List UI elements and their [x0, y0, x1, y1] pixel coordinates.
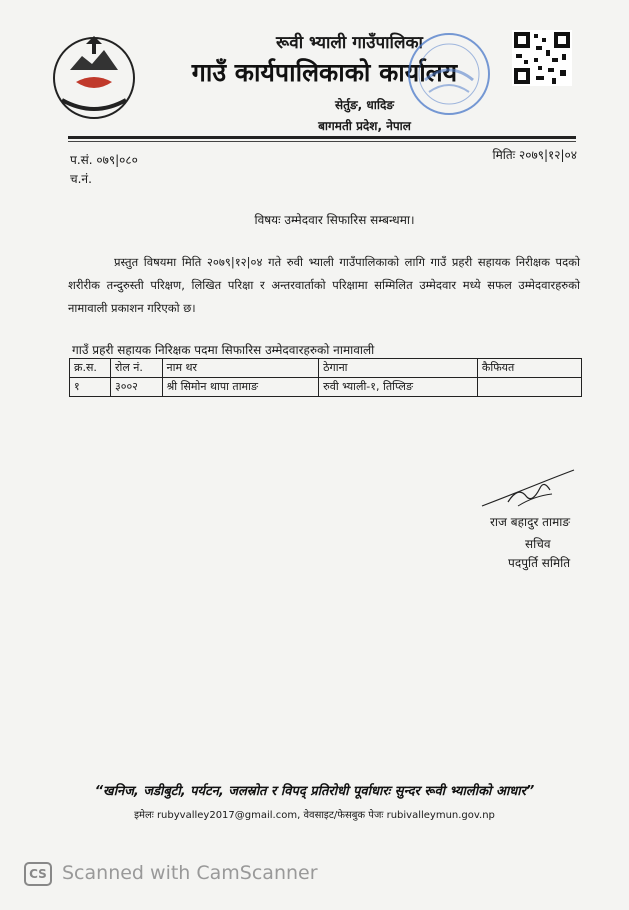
signatory-title: सचिव — [525, 537, 551, 551]
table-title: गाउँ प्रहरी सहायक निरिक्षक पदमा सिफारिस उम्मेदवारहरुको नामावाली — [72, 343, 375, 357]
province-name: बागमती प्रदेश, नेपाल — [318, 119, 411, 133]
table-header-row — [70, 359, 582, 378]
header-address: ठेगाना — [319, 359, 478, 378]
dispatch-number: च.नं. — [70, 172, 92, 186]
camscanner-watermark: Scanned with CamScanner — [62, 862, 318, 884]
header-serial: क्र.स. — [70, 359, 111, 378]
municipality-name: रूवी भ्याली गाउँपालिका — [276, 33, 423, 53]
body-paragraph: प्रस्तुत विषयमा मिति २०७९|१२|०४ गते रुवी भ्याली गाउँपालिकाको लागि गाउँ प्रहरी सहायक निरीक्षक पदको शरीरीक तन्दुरुस्ती परिक्षण, लिखित परिक्षा र अन्तरवार्ताको परिक्षामा सम्मिलित उम्मेदवार मध्ये सफल उम्मेदवारहरुको नामावाली प्रकाशन गरिएको छ। — [68, 255, 580, 315]
header-remarks: कैफियत — [477, 359, 581, 378]
subject-line: विषयः उम्मेदवार सिफारिस सम्बन्धमा। — [254, 213, 415, 227]
header-rule — [68, 136, 576, 139]
header-rule-thin — [68, 141, 576, 142]
cell-serial: १ — [70, 378, 111, 397]
office-address: सेर्तुङ, धादिङ — [335, 98, 394, 112]
cell-remarks — [477, 378, 581, 397]
qr-code-icon — [512, 30, 572, 86]
footer-contact: इमेलः rubyvalley2017@gmail.com, वेवसाइट/फेसबुक पेजः rubivalleymun.gov.np — [134, 810, 495, 821]
signatory-name: राज बहादुर तामाङ — [490, 515, 571, 529]
letter-date: मितिः २०७९|१२|०४ — [492, 148, 577, 162]
signatory-committee: पदपुर्ति समिति — [508, 556, 571, 570]
cell-address: रुवी भ्याली-१, तिप्लिङ — [319, 378, 478, 397]
cell-roll: ३००२ — [111, 378, 163, 397]
footer-slogan: “खनिज, जडीबुटी, पर्यटन, जलस्रोत र विपद् प्रतिरोधी पूर्वाधारः सुन्दर रूवी भ्यालीको आधार” — [94, 784, 535, 799]
camscanner-logo-icon: CS — [24, 862, 52, 886]
header-roll: रोल नं. — [111, 359, 163, 378]
cell-name: श्री सिमोन थापा तामाङ — [162, 378, 319, 397]
header-name: नाम थर — [162, 359, 319, 378]
office-name: गाउँ कार्यपालिकाको कार्यालय — [191, 58, 458, 87]
candidate-table — [69, 358, 582, 397]
reference-number: प.सं. ०७९|०८० — [70, 153, 138, 167]
signature-icon — [478, 466, 578, 514]
office-stamp-icon — [405, 30, 493, 118]
table-row — [70, 378, 582, 397]
